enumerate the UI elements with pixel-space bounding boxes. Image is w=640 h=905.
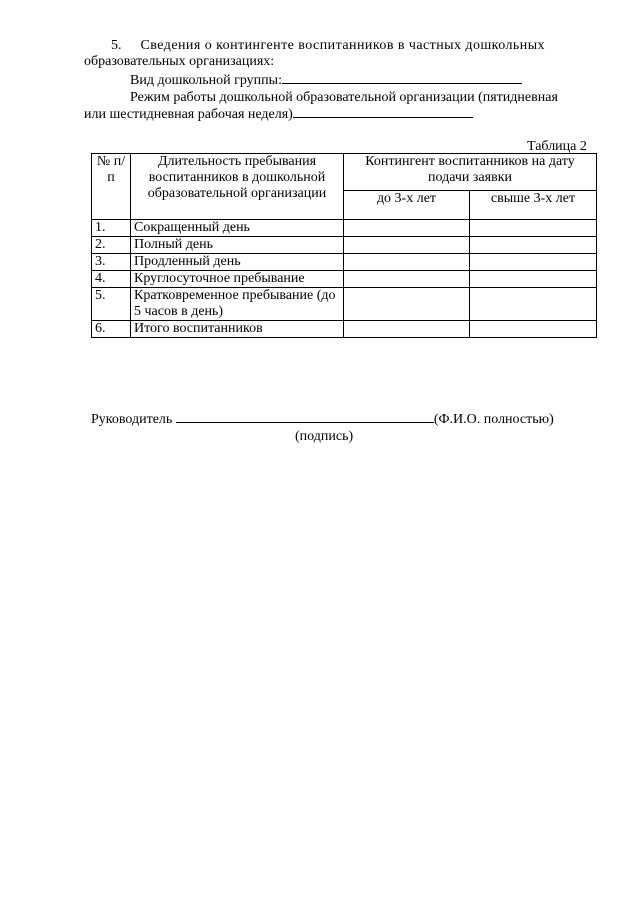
cell-over3[interactable]	[470, 321, 597, 338]
mode-line1: Режим работы дошкольной образовательной организации (пятидневная	[130, 90, 558, 105]
header-duration: Длительность пребывания воспитанников в дошкольной образовательной организации	[131, 154, 344, 220]
cell-over3[interactable]	[470, 237, 597, 254]
mode-blank[interactable]	[293, 105, 473, 118]
contingent-table	[91, 153, 597, 338]
row-label: Полный день	[131, 237, 344, 254]
row-number: 3.	[92, 254, 131, 271]
signature-blank[interactable]	[176, 410, 434, 423]
cell-under3[interactable]	[344, 288, 470, 321]
cell-under3[interactable]	[344, 237, 470, 254]
header-under3: до 3-х лет	[344, 191, 470, 220]
signature-line	[91, 410, 554, 428]
row-number: 6.	[92, 321, 131, 338]
row-number: 1.	[92, 220, 131, 237]
section-number: 5.	[111, 38, 122, 53]
mode-field	[84, 105, 473, 123]
table-caption: Таблица 2	[527, 139, 587, 154]
section-heading	[111, 37, 545, 54]
header-contingent: Контингент воспитанников на дату подачи заявки	[344, 154, 597, 191]
row-label: Круглосуточное пребывание	[131, 271, 344, 288]
table-row	[92, 271, 597, 288]
table-row	[92, 220, 597, 237]
table-row	[92, 254, 597, 271]
table-row	[92, 288, 597, 321]
group-type-label: Вид дошкольной группы:	[130, 73, 282, 88]
header-num: № п/п	[92, 154, 131, 220]
head-label: Руководитель	[91, 412, 173, 427]
table-row	[92, 321, 597, 338]
group-type-field	[130, 71, 522, 89]
row-number: 2.	[92, 237, 131, 254]
table-row	[92, 237, 597, 254]
cell-over3[interactable]	[470, 220, 597, 237]
fio-label: (Ф.И.О. полностью)	[433, 412, 554, 427]
cell-under3[interactable]	[344, 321, 470, 338]
cell-over3[interactable]	[470, 271, 597, 288]
row-label: Кратковременное пребывание (до 5 часов в день)	[131, 288, 344, 321]
mode-line2: или шестидневная рабочая неделя)	[84, 107, 293, 122]
cell-under3[interactable]	[344, 271, 470, 288]
section-title-line1: Сведения о контингенте воспитанников в частных дошкольных	[140, 38, 546, 53]
cell-over3[interactable]	[470, 288, 597, 321]
row-label: Сокращенный день	[131, 220, 344, 237]
cell-over3[interactable]	[470, 254, 597, 271]
section-title-line2: образовательных организациях:	[84, 54, 275, 69]
cell-under3[interactable]	[344, 254, 470, 271]
row-number: 5.	[92, 288, 131, 321]
group-type-blank[interactable]	[282, 71, 522, 84]
header-over3: свыше 3-х лет	[470, 191, 597, 220]
row-number: 4.	[92, 271, 131, 288]
sign-label: (подпись)	[295, 429, 354, 444]
cell-under3[interactable]	[344, 220, 470, 237]
row-label: Продленный день	[131, 254, 344, 271]
row-label: Итого воспитанников	[131, 321, 344, 338]
